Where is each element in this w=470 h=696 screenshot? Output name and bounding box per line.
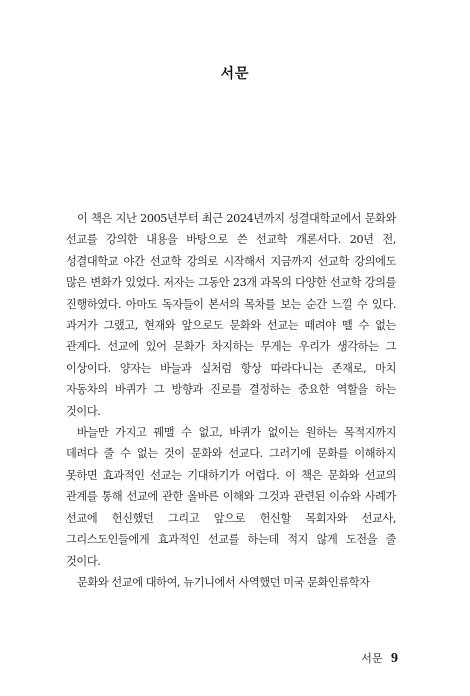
- paragraph: 이 책은 지난 2005년부터 최근 2024년까지 성결대학교에서 문화와 선교를 강의한 내용을 바탕으로 쓴 선교학 개론서다. 20년 전, 성결대학교 야간 선교학 강의로 시작해서 지금까지 선교학 강의에도 많은 변화가 있었다. 저자는 그동안 23개 과목의 다양한 선교학 강의를 진행하였다. 아마도 독자들이 본서의 목차를 보는 순간 느낄 수 있다. 과거가 그랬고, 현재와 앞으로도 문화와 선교는 떼려야 뗄 수 없는 관계다. 선교에 있어 문화가 차지하는 무게는 우리가 생각하는 그 이상이다. 양자는 바늘과 실처럼 항상 따라다니는 존재로, 마치 자동차의 바퀴가 그 방향과 진로를 결정하는 중요한 역할을 하는 것이다.: [66, 212, 396, 418]
- page-footer: [361, 650, 398, 667]
- paragraph: 문화와 선교에 대하여, 뉴기니에서 사역했던 미국 문화인류학자: [77, 575, 370, 589]
- running-footer-label: 서문: [361, 652, 383, 665]
- body-text: [66, 208, 396, 593]
- page-number: 9: [391, 651, 398, 666]
- page-title: 서문: [220, 66, 250, 82]
- paragraph: 바늘만 가지고 꿰맬 수 없고, 바퀴가 없이는 원하는 목적지까지 데려다 줄 수 없는 것이 문화와 선교다. 그러기에 문화를 이해하지 못하면 효과적인 선교는 기대하기가 어렵다. 이 책은 문화와 선교의 관계를 통해 선교에 관한 올바른 이해와 그것과 관련된 이슈와 사례가 선교에 헌신했던 그리고 앞으로 헌신할 목회자와 선교사, 그리스도인들에게 효과적인 선교를 하는데 적지 않게 도전을 줄 것이다.: [66, 426, 396, 568]
